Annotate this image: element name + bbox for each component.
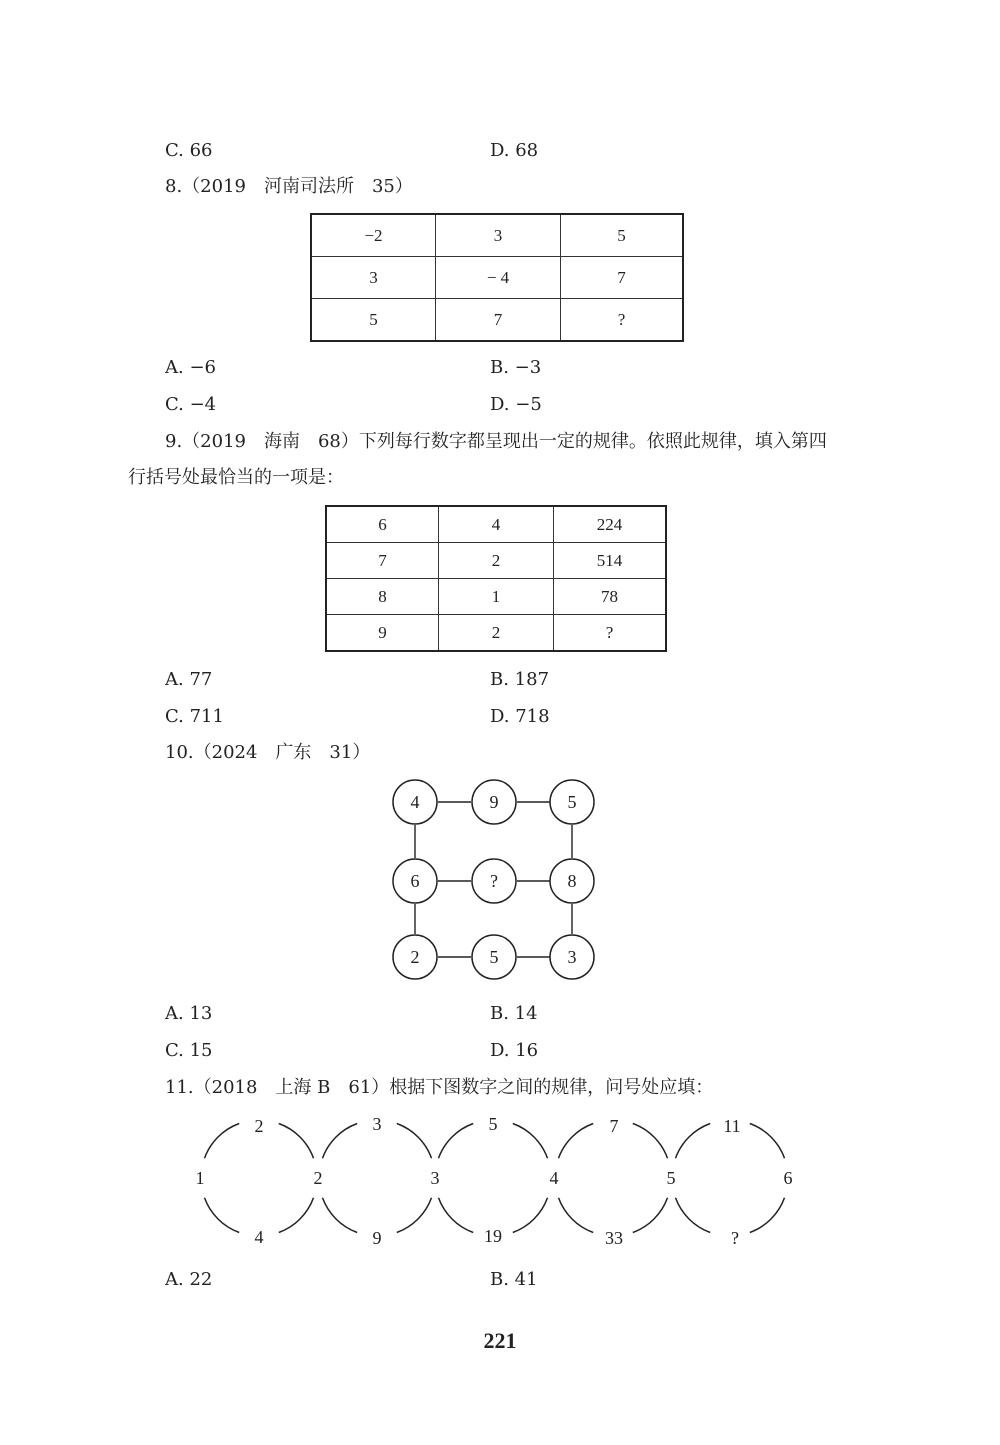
q9-table (325, 505, 667, 652)
arc-bottom-number: 4 (254, 1227, 264, 1247)
q11-arc-diagram (180, 1108, 820, 1248)
arc-top-number: 7 (609, 1116, 619, 1136)
grid-number: 2 (410, 947, 420, 967)
q8-header: 8.（2019 河南司法所 35） (165, 176, 413, 197)
q9-header-cont: 行括号处最恰当的一项是： (128, 467, 344, 488)
table-cell: 4 (439, 506, 554, 543)
arc-top-number: 5 (488, 1114, 498, 1134)
arc-segment (513, 1198, 548, 1233)
q11-option-b: B. 41 (490, 1269, 538, 1290)
table-cell: −2 (311, 214, 436, 257)
arc-bottom-number: 9 (372, 1228, 382, 1248)
table-cell: − 4 (436, 257, 561, 299)
arc-segment (750, 1124, 785, 1159)
table-cell: 9 (326, 615, 439, 652)
arc-segment (439, 1124, 474, 1159)
arc-bottom-number: 33 (605, 1228, 623, 1248)
arc-segment (559, 1124, 594, 1159)
q11-arcs (205, 1124, 785, 1233)
table-cell: 2 (439, 615, 554, 652)
table-row (311, 214, 683, 257)
q10-circle-diagram (380, 775, 620, 990)
q9-option-c: C. 711 (165, 706, 224, 727)
table-cell: ? (561, 299, 684, 342)
q8-option-a: A. −6 (165, 357, 216, 378)
arc-segment (397, 1198, 432, 1233)
table-row (326, 579, 666, 615)
q10-option-b: B. 14 (490, 1003, 538, 1024)
table-row (326, 615, 666, 652)
grid-number: ? (490, 871, 498, 891)
table-cell: 7 (561, 257, 684, 299)
arc-middle-number: 6 (783, 1168, 793, 1188)
table-row (311, 299, 683, 342)
arc-segment (513, 1124, 548, 1159)
page-number: 221 (483, 1328, 517, 1353)
table-cell: 3 (311, 257, 436, 299)
grid-number: 6 (410, 871, 420, 891)
table-row (326, 543, 666, 579)
table-cell: 6 (326, 506, 439, 543)
q8-option-d: D. −5 (490, 394, 542, 415)
arc-middle-number: 2 (313, 1168, 323, 1188)
arc-bottom-number: 19 (484, 1226, 502, 1246)
arc-segment (676, 1198, 711, 1233)
table-row (311, 257, 683, 299)
arc-segment (205, 1124, 240, 1159)
q10-option-c: C. 15 (165, 1040, 213, 1061)
arc-segment (676, 1124, 711, 1159)
table-cell: 2 (439, 543, 554, 579)
grid-number: 9 (489, 792, 499, 812)
arc-middle-number: 4 (549, 1168, 559, 1188)
grid-number: 4 (410, 792, 420, 812)
grid-number: 5 (489, 947, 499, 967)
arc-segment (279, 1198, 314, 1233)
table-cell: 7 (436, 299, 561, 342)
q8-table (310, 213, 684, 342)
q7-option-c: C. 66 (165, 140, 213, 161)
arc-segment (279, 1124, 314, 1159)
arc-segment (559, 1198, 594, 1233)
table-cell: 1 (439, 579, 554, 615)
arc-middle-number: 1 (195, 1168, 205, 1188)
table-cell: 3 (436, 214, 561, 257)
q8-option-b: B. −3 (490, 357, 542, 378)
arc-top-number: 11 (723, 1116, 741, 1136)
q7-option-d: D. 68 (490, 140, 539, 161)
arc-middle-number: 3 (430, 1168, 440, 1188)
arc-segment (323, 1198, 358, 1233)
table-row (326, 506, 666, 543)
table-cell: 7 (326, 543, 439, 579)
table-cell: 78 (554, 579, 667, 615)
q10-option-a: A. 13 (165, 1003, 213, 1024)
q10-option-d: D. 16 (490, 1040, 539, 1061)
arc-middle-number: 5 (666, 1168, 676, 1188)
q9-header: 9.（2019 海南 68）下列每行数字都呈现出一定的规律。依照此规律，填入第四 (165, 431, 827, 452)
q11-header: 11.（2018 上海 B 61）根据下图数字之间的规律，问号处应填： (165, 1077, 714, 1098)
table-cell: 224 (554, 506, 667, 543)
q9-option-b: B. 187 (490, 669, 550, 690)
table-cell: 514 (554, 543, 667, 579)
q8-option-c: C. −4 (165, 394, 217, 415)
arc-bottom-number: ? (731, 1228, 739, 1248)
arc-segment (205, 1198, 240, 1233)
arc-top-number: 2 (254, 1116, 264, 1136)
arc-top-number: 3 (372, 1114, 382, 1134)
grid-number: 5 (567, 792, 577, 812)
table-cell: 8 (326, 579, 439, 615)
arc-segment (439, 1198, 474, 1233)
grid-number: 3 (567, 947, 577, 967)
q9-option-a: A. 77 (165, 669, 213, 690)
arc-segment (323, 1124, 358, 1159)
q11-option-a: A. 22 (165, 1269, 213, 1290)
q10-header: 10.（2024 广东 31） (165, 742, 371, 763)
arc-segment (397, 1124, 432, 1159)
table-cell: ? (554, 615, 667, 652)
grid-number: 8 (567, 871, 577, 891)
table-cell: 5 (561, 214, 684, 257)
arc-segment (750, 1198, 785, 1233)
table-cell: 5 (311, 299, 436, 342)
arc-segment (633, 1198, 668, 1233)
q9-option-d: D. 718 (490, 706, 550, 727)
arc-segment (633, 1124, 668, 1159)
